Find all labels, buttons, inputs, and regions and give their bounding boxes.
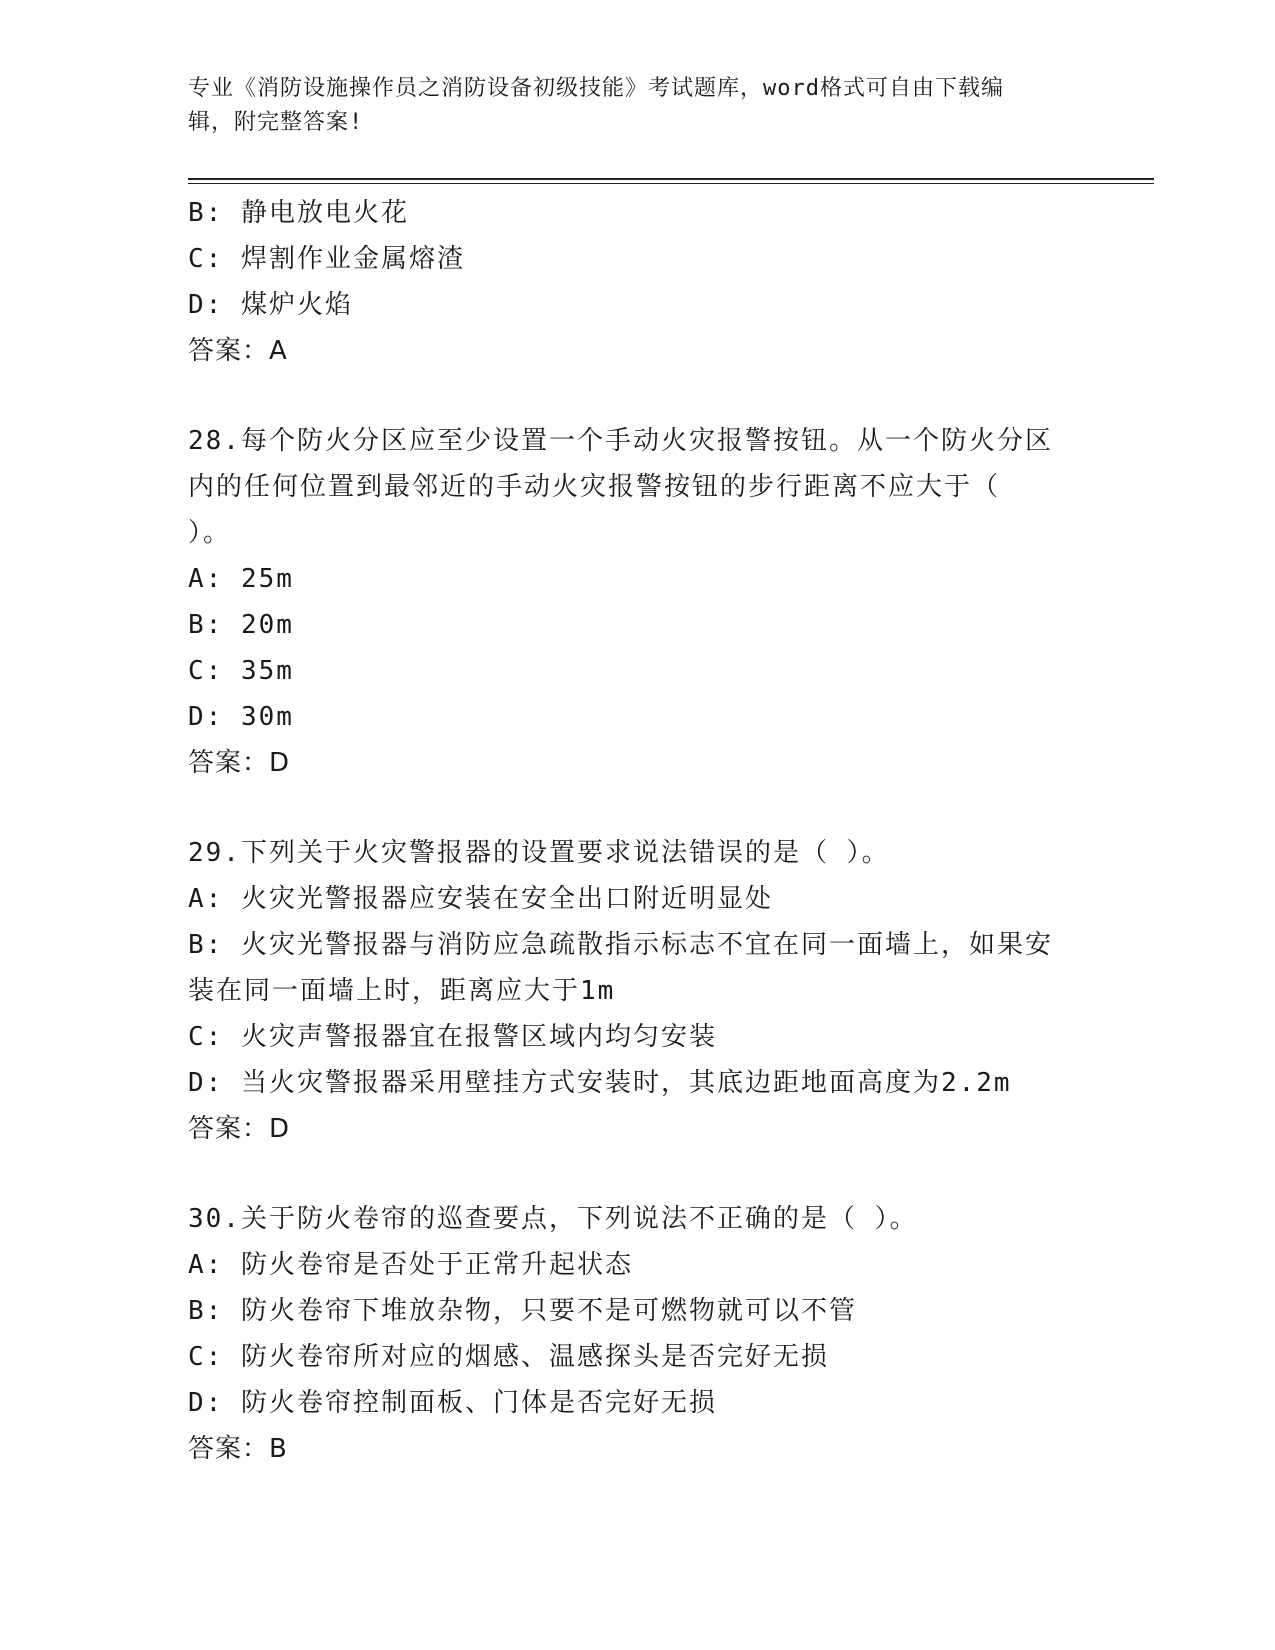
answer-label: 答案：B bbox=[188, 1434, 288, 1464]
question-stem-line: 30.关于防火卷帘的巡查要点，下列说法不正确的是（ ）。 bbox=[188, 1204, 918, 1234]
header-line-2: 辑，附完整答案! bbox=[188, 110, 364, 135]
option-b: B: 防火卷帘下堆放杂物，只要不是可燃物就可以不管 bbox=[188, 1296, 857, 1326]
spacer bbox=[188, 374, 1088, 418]
option-c: C: 焊割作业金属熔渣 bbox=[188, 244, 465, 274]
question-stem-line: 28.每个防火分区应至少设置一个手动火灾报警按钮。从一个防火分区 bbox=[188, 426, 1053, 456]
question-stem-line: ）。 bbox=[188, 518, 232, 548]
option-b: B: 静电放电火花 bbox=[188, 198, 409, 228]
header-line-1: 专业《消防设施操作员之消防设备初级技能》考试题库，word格式可自由下载编 bbox=[188, 76, 1004, 101]
spacer bbox=[188, 786, 1088, 830]
header-divider-thin bbox=[188, 183, 1154, 184]
document-header bbox=[188, 72, 1068, 140]
option-c: C: 火灾声警报器宜在报警区域内均匀安装 bbox=[188, 1022, 717, 1052]
question-stem-line: 29.下列关于火灾警报器的设置要求说法错误的是（ ）。 bbox=[188, 838, 890, 868]
header-divider-thick bbox=[188, 178, 1154, 180]
question-29 bbox=[188, 830, 1088, 1152]
option-d: D: 30m bbox=[188, 702, 294, 732]
question-30 bbox=[188, 1196, 1088, 1472]
option-d: D: 防火卷帘控制面板、门体是否完好无损 bbox=[188, 1388, 717, 1418]
option-a: A: 火灾光警报器应安装在安全出口附近明显处 bbox=[188, 884, 773, 914]
question-list bbox=[188, 190, 1088, 1472]
option-a: A: 防火卷帘是否处于正常升起状态 bbox=[188, 1250, 633, 1280]
option-d: D: 当火灾警报器采用壁挂方式安装时，其底边距地面高度为2.2m bbox=[188, 1068, 1012, 1098]
answer-label: 答案：A bbox=[188, 336, 288, 366]
option-c: C: 防火卷帘所对应的烟感、温感探头是否完好无损 bbox=[188, 1342, 829, 1372]
answer-label: 答案：D bbox=[188, 748, 291, 778]
option-c: C: 35m bbox=[188, 656, 294, 686]
spacer bbox=[188, 1152, 1088, 1196]
question-28 bbox=[188, 418, 1088, 786]
option-a: A: 25m bbox=[188, 564, 294, 594]
option-b: B: 火灾光警报器与消防应急疏散指示标志不宜在同一面墙上，如果安 bbox=[188, 930, 1053, 960]
question-stem-line: 内的任何位置到最邻近的手动火灾报警按钮的步行距离不应大于（ bbox=[188, 472, 1001, 502]
option-b-continued: 装在同一面墙上时，距离应大于1m bbox=[188, 976, 616, 1006]
option-b: B: 20m bbox=[188, 610, 294, 640]
question-27-tail bbox=[188, 190, 1088, 374]
option-d: D: 煤炉火焰 bbox=[188, 290, 353, 320]
answer-label: 答案：D bbox=[188, 1114, 291, 1144]
